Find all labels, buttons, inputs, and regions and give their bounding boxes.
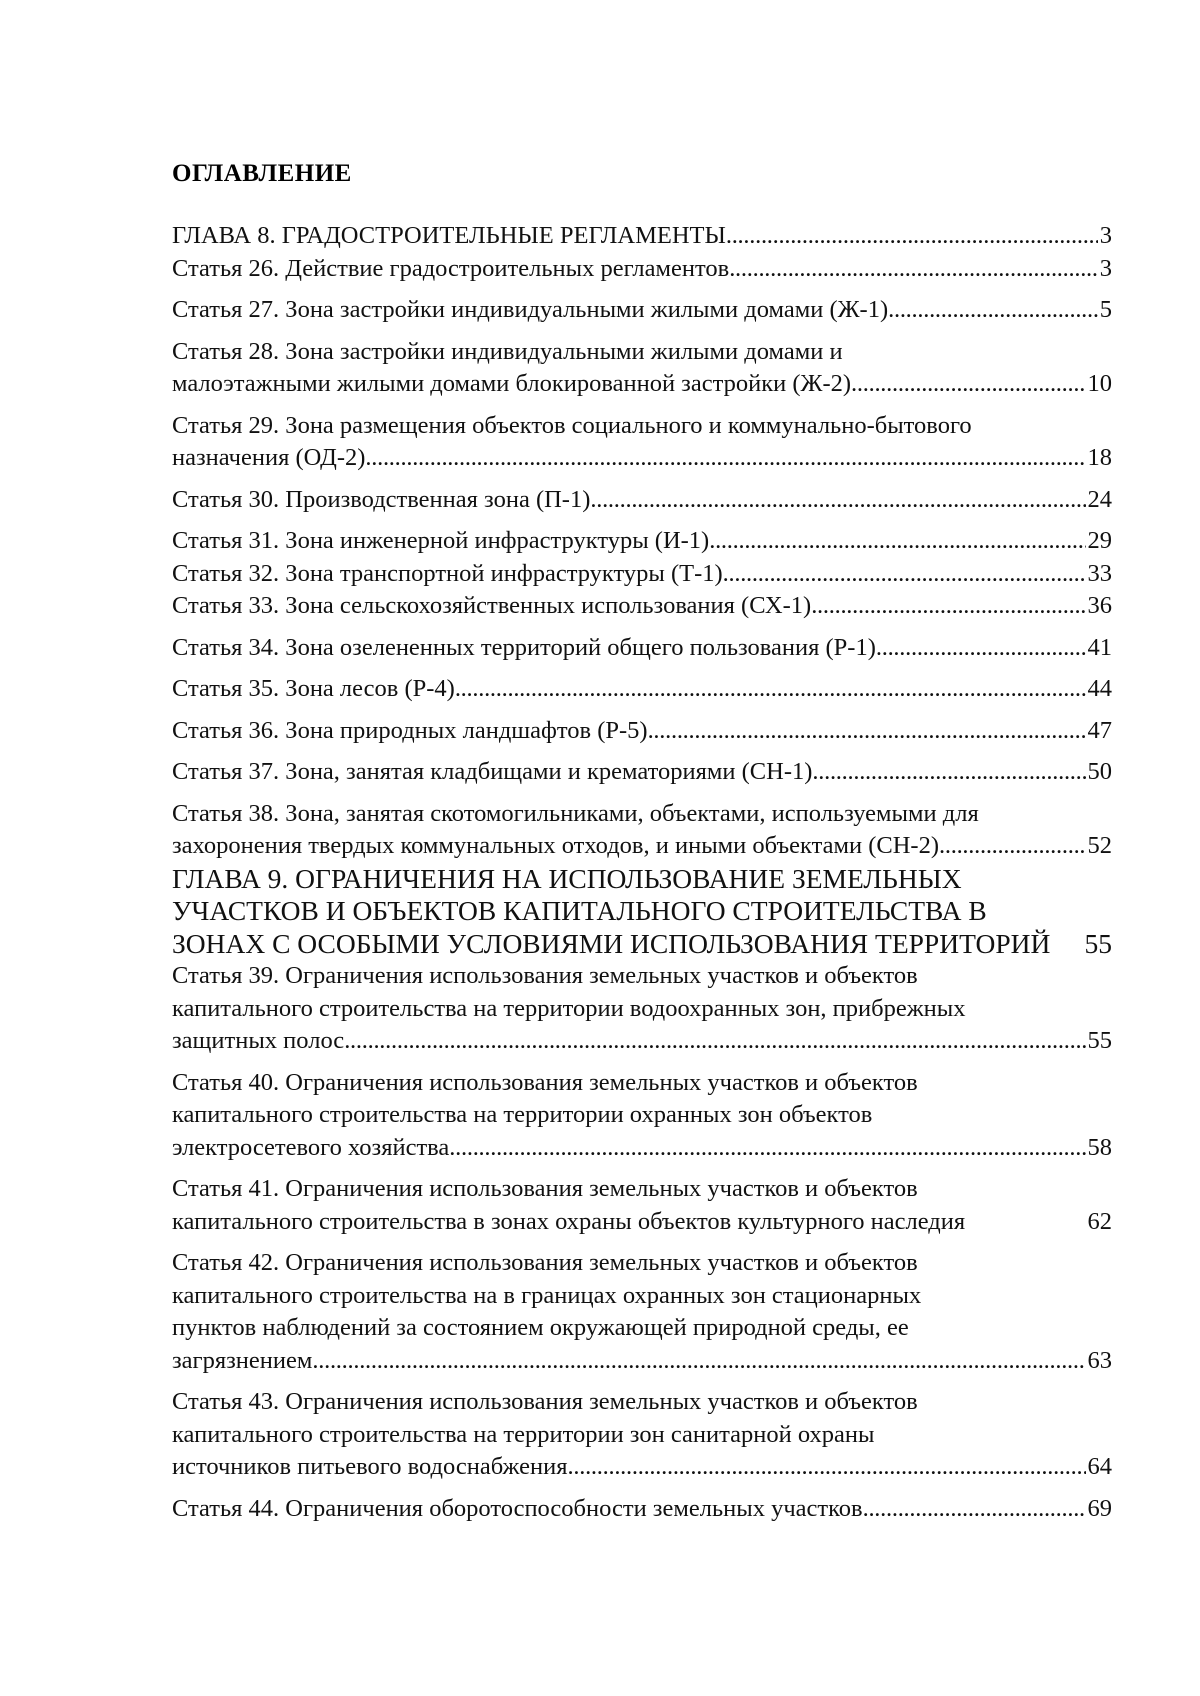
toc-entry-title: загрязнением xyxy=(172,1346,313,1374)
toc-entry-title: Статья 26. Действие градостроительных регламентов xyxy=(172,254,730,282)
toc-page-number: 58 xyxy=(1087,1133,1112,1161)
toc-page-number: 41 xyxy=(1087,633,1112,661)
toc-entry-title: Статья 31. Зона инженерной инфраструктуры (И-1) xyxy=(172,527,710,554)
toc-entry-title: Статья 35. Зона лесов (Р-4) xyxy=(172,675,455,702)
toc-entry-line: Статья 38. Зона, занятая скотомогильниками, объектами, используемыми для xyxy=(172,799,979,827)
toc-entry-title: Статья 30. Производственная зона (П-1) xyxy=(172,485,591,513)
leader-dots xyxy=(812,756,1085,789)
toc-entry-line: капитального строительства на территории охранных зон объектов xyxy=(172,1101,873,1128)
toc-entry-title: захоронения твердых коммунальных отходов, и иными объектами (СН-2) xyxy=(172,832,940,859)
leader-dots xyxy=(939,830,1085,863)
toc-page-number: 3 xyxy=(1099,254,1112,282)
leader-dots xyxy=(312,1345,1085,1378)
toc-entry[interactable] xyxy=(172,525,1112,558)
toc-entry-line: Статья 39. Ограничения использования земельных участков и объектов xyxy=(172,962,918,989)
toc-page-number: 55 xyxy=(1084,927,1112,959)
toc-page-number: 33 xyxy=(1087,559,1112,587)
toc-page-number: 47 xyxy=(1087,716,1112,744)
toc-entry-title: Статья 32. Зона транспортной инфраструктуры (Т-1) xyxy=(172,559,723,587)
toc-entry-line: капитального строительства на территории зон санитарной охраны xyxy=(172,1420,875,1448)
toc-entry[interactable] xyxy=(172,590,1112,623)
leader-dots xyxy=(365,442,1085,475)
toc-entry[interactable] xyxy=(172,410,1112,475)
leader-dots xyxy=(449,1132,1085,1165)
toc-entry-line: Статья 43. Ограничения использования земельных участков и объектов xyxy=(172,1388,918,1415)
toc-entry[interactable] xyxy=(172,1067,1112,1165)
toc-entry[interactable] xyxy=(172,1493,1112,1526)
table-of-contents xyxy=(172,220,1112,1525)
toc-page-number: 52 xyxy=(1087,832,1112,859)
toc-entry[interactable] xyxy=(172,960,1112,1058)
toc-page-number: 18 xyxy=(1087,444,1112,471)
toc-entry[interactable] xyxy=(172,715,1112,748)
leader-dots xyxy=(455,673,1086,706)
toc-entry[interactable] xyxy=(172,863,1112,961)
toc-entry-title: Статья 27. Зона застройки индивидуальными жилыми домами (Ж-1) xyxy=(172,296,889,323)
leader-dots xyxy=(568,1451,1086,1484)
leader-dots xyxy=(876,632,1086,665)
leader-dots xyxy=(888,294,1098,327)
toc-page-number: 3 xyxy=(1099,222,1112,249)
toc-page-number: 63 xyxy=(1087,1346,1112,1374)
toc-entry[interactable] xyxy=(172,253,1112,286)
toc-page-number: 50 xyxy=(1087,758,1112,785)
toc-entry-title: Статья 37. Зона, занятая кладбищами и крематориями (СН-1) xyxy=(172,758,813,785)
toc-page-number: 69 xyxy=(1087,1494,1112,1522)
leader-dots xyxy=(726,220,1098,253)
toc-entry[interactable] xyxy=(172,336,1112,401)
toc-entry[interactable] xyxy=(172,220,1112,253)
toc-entry-line: Статья 42. Ограничения использования земельных участков и объектов xyxy=(172,1249,918,1276)
toc-entry-line: УЧАСТКОВ И ОБЪЕКТОВ КАПИТАЛЬНОГО СТРОИТЕЛЬСТВА В xyxy=(172,895,987,926)
leader-dots xyxy=(590,484,1085,517)
toc-entry-title: малоэтажными жилыми домами блокированной застройки (Ж-2) xyxy=(172,370,852,397)
toc-page-number: 44 xyxy=(1087,675,1112,702)
leader-dots xyxy=(344,1025,1085,1058)
toc-entry[interactable] xyxy=(172,798,1112,863)
leader-dots xyxy=(863,1493,1086,1526)
toc-entry-line: Статья 29. Зона размещения объектов социального и коммунально-бытового xyxy=(172,411,972,439)
toc-page-number: 10 xyxy=(1087,370,1112,397)
toc-entry[interactable] xyxy=(172,558,1112,591)
toc-entry[interactable] xyxy=(172,756,1112,789)
toc-entry-line: капитального строительства на территории водоохранных зон, прибрежных xyxy=(172,994,966,1022)
toc-page-number: 36 xyxy=(1087,592,1112,619)
toc-entry-title: ЗОНАХ С ОСОБЫМИ УСЛОВИЯМИ ИСПОЛЬЗОВАНИЯ ТЕРРИТОРИЙ xyxy=(172,927,1051,959)
leader-dots xyxy=(851,368,1085,401)
toc-entry-title: Статья 33. Зона сельскохозяйственных использования (СХ-1) xyxy=(172,592,812,619)
toc-entry-title: капитального строительства в зонах охраны объектов культурного наследия xyxy=(172,1207,966,1235)
toc-entry-line: Статья 40. Ограничения использования земельных участков и объектов xyxy=(172,1068,918,1096)
leader-dots xyxy=(709,525,1085,558)
toc-entry-title: назначения (ОД-2) xyxy=(172,444,366,471)
toc-entry[interactable] xyxy=(172,1173,1112,1238)
toc-entry-title: ГЛАВА 8. ГРАДОСТРОИТЕЛЬНЫЕ РЕГЛАМЕНТЫ xyxy=(172,222,726,249)
toc-entry-line: ГЛАВА 9. ОГРАНИЧЕНИЯ НА ИСПОЛЬЗОВАНИЕ ЗЕМЕЛЬНЫХ xyxy=(172,862,962,894)
toc-entry-title: источников питьевого водоснабжения xyxy=(172,1453,568,1480)
toc-page-number: 62 xyxy=(1087,1207,1112,1235)
toc-entry-line: Статья 28. Зона застройки индивидуальными жилыми домами и xyxy=(172,337,843,365)
toc-entry[interactable] xyxy=(172,1386,1112,1484)
toc-entry-line: Статья 41. Ограничения использования земельных участков и объектов xyxy=(172,1175,918,1202)
toc-entry[interactable] xyxy=(172,1247,1112,1377)
toc-heading: ОГЛАВЛЕНИЕ xyxy=(172,160,352,187)
toc-page-number: 64 xyxy=(1087,1453,1112,1480)
leader-dots xyxy=(723,558,1086,591)
toc-entry-line: пунктов наблюдений за состоянием окружающей природной среды, ее xyxy=(172,1314,909,1341)
toc-page-number: 55 xyxy=(1087,1027,1112,1054)
toc-entry-title: Статья 34. Зона озелененных территорий общего пользования (Р-1) xyxy=(172,633,876,661)
toc-entry[interactable] xyxy=(172,673,1112,706)
toc-entry[interactable] xyxy=(172,484,1112,517)
toc-entry[interactable] xyxy=(172,294,1112,327)
toc-page-number: 24 xyxy=(1087,485,1112,513)
toc-entry-title: Статья 36. Зона природных ландшафтов (Р-5) xyxy=(172,716,648,744)
toc-entry[interactable] xyxy=(172,632,1112,665)
toc-page-number: 5 xyxy=(1099,296,1112,323)
toc-entry-line: капитального строительства на в границах охранных зон стационарных xyxy=(172,1281,922,1309)
toc-page-number: 29 xyxy=(1087,527,1112,554)
toc-entry-title: Статья 44. Ограничения оборотоспособности земельных участков xyxy=(172,1494,863,1522)
leader-dots xyxy=(648,715,1086,748)
leader-dots xyxy=(811,590,1085,623)
toc-entry-title: электросетевого хозяйства xyxy=(172,1133,450,1161)
leader-dots xyxy=(729,253,1098,286)
toc-entry-title: защитных полос xyxy=(172,1027,345,1054)
